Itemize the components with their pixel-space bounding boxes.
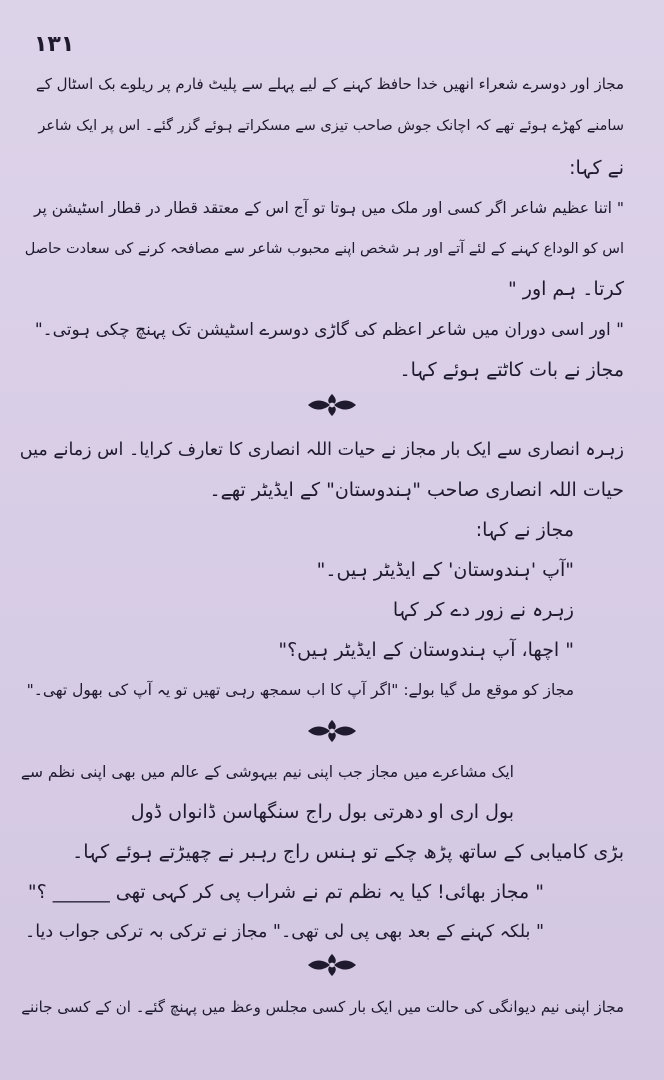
ornament-divider [304, 718, 360, 744]
ornament-divider [304, 952, 360, 978]
text-line: مجاز اپنی نیم دیوانگی کی حالت میں ایک بار کسی مجلس وعظ میں پہنچ گئے۔ ان کے کسی جاننے [21, 998, 624, 1016]
text-line: مجاز نے کہا: [475, 519, 574, 541]
text-line: ایک مشاعرے میں مجاز جب اپنی نیم بیہوشی کے عالم میں بھی اپنی نظم سے [20, 763, 514, 781]
text-line: " اور اسی دوران میں شاعر اعظم کی گاڑی دوسرے اسٹیشن تک پہنچ چکی ہوتی۔" [34, 320, 624, 340]
text-line: زہرہ نے زور دے کر کہا [392, 599, 574, 621]
text-line: " اتنا عظیم شاعر اگر کسی اور ملک میں ہوتا تو آج اس کے معتقد قطار در قطار اسٹیشن پر [33, 199, 624, 217]
text-line: مجاز نے بات کاٹتے ہوئے کہا۔ [399, 359, 624, 381]
text-line: حیات اللہ انصاری صاحب "ہندوستان" کے ایڈیٹر تھے۔ [209, 479, 624, 501]
page-number: ۱۳۱ [34, 32, 75, 57]
text-line: کرتا۔ ہم اور " [507, 278, 624, 300]
text-line: بڑی کامیابی کے ساتھ پڑھ چکے تو ہنس راج رہبر نے چھیڑتے ہوئے کہا۔ [72, 841, 624, 863]
text-line: سامنے کھڑے ہوئے تھے کہ اچانک جوش صاحب تیزی سے مسکراتے ہوئے گزر گئے۔ اس پر ایک شاعر [38, 118, 624, 134]
text-line: مجاز کو موقع مل گیا بولے: "اگر آپ کا اب سمجھ رہی تھیں تو یہ آپ کی بھول تھی۔" [26, 681, 574, 699]
text-line: " بلکہ کہنے کے بعد بھی پی لی تھی۔" مجاز نے ترکی بہ ترکی جواب دیا۔ [24, 922, 544, 942]
text-line: مجاز اور دوسرے شعراء انھیں خدا حافظ کہنے کے لیے پہلے سے پلیٹ فارم پر ریلوے بک اسٹال کے [35, 75, 624, 93]
text-line: زہرہ انصاری سے ایک بار مجاز نے حیات اللہ انصاری کا تعارف کرایا۔ اس زمانے میں [19, 440, 624, 460]
text-line: نے کہا: [569, 157, 624, 179]
text-line: " مجاز بھائی! کیا یہ نظم تم نے شراب پی کر کہی تھی ______ ؟" [27, 881, 544, 903]
text-line: "آپ 'ہندوستان' کے ایڈیٹر ہیں۔" [316, 559, 574, 581]
ornament-divider [304, 392, 360, 418]
text-line: بول اری او دھرتی بول راج سنگھاسن ڈانواں ڈول [130, 801, 514, 823]
text-line: " اچھا، آپ ہندوستان کے ایڈیٹر ہیں؟" [278, 639, 574, 661]
text-line: اس کو الوداع کہنے کے لئے آتے اور ہر شخص اپنے محبوب شاعر سے مصافحہ کرنے کی سعادت حاصل [24, 241, 624, 257]
